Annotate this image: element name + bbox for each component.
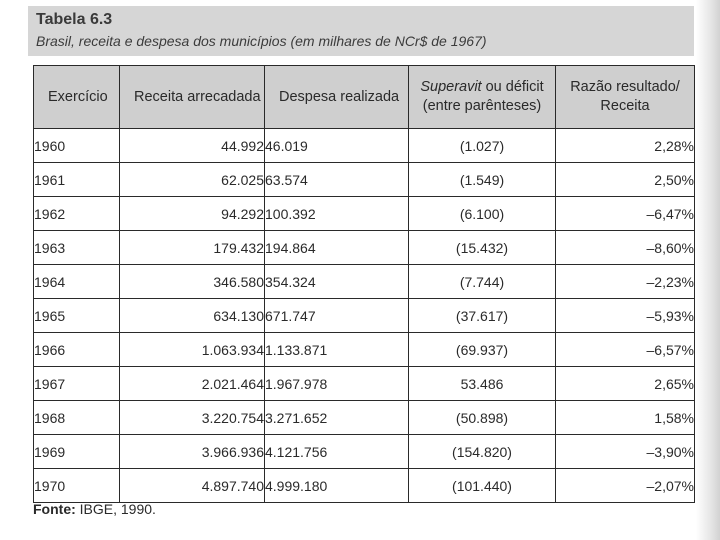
table-row	[34, 163, 695, 197]
cell-revenue: 4.897.740	[120, 469, 265, 503]
cell-surplus: (37.617)	[409, 299, 556, 333]
cell-revenue: 94.292	[120, 197, 265, 231]
table-row	[34, 299, 695, 333]
table-row	[34, 367, 695, 401]
cell-year: 1967	[34, 367, 120, 401]
header-surplus-rest: ou déficit	[481, 79, 544, 95]
cell-year: 1970	[34, 469, 120, 503]
table-row	[34, 469, 695, 503]
cell-year: 1965	[34, 299, 120, 333]
cell-ratio: 1,58%	[556, 401, 695, 435]
cell-revenue: 179.432	[120, 231, 265, 265]
table-row	[34, 231, 695, 265]
table-subtitle: Brasil, receita e despesa dos municípios (em milhares de NCr$ de 1967)	[36, 33, 487, 49]
cell-surplus: (1.549)	[409, 163, 556, 197]
cell-revenue: 44.992	[120, 129, 265, 163]
scan-page-edge	[696, 0, 720, 540]
header-revenue: Receita arrecadada	[120, 66, 265, 129]
table-row	[34, 265, 695, 299]
cell-expense: 194.864	[265, 231, 409, 265]
cell-surplus: (1.027)	[409, 129, 556, 163]
table-row	[34, 401, 695, 435]
cell-surplus: (69.937)	[409, 333, 556, 367]
cell-ratio: 2,65%	[556, 367, 695, 401]
table-row	[34, 435, 695, 469]
header-ratio-line1: Razão resultado/	[570, 79, 680, 95]
cell-revenue: 346.580	[120, 265, 265, 299]
cell-revenue: 62.025	[120, 163, 265, 197]
cell-expense: 671.747	[265, 299, 409, 333]
cell-revenue: 3.966.936	[120, 435, 265, 469]
cell-ratio: –8,60%	[556, 231, 695, 265]
cell-surplus: (154.820)	[409, 435, 556, 469]
cell-year: 1962	[34, 197, 120, 231]
data-table	[33, 65, 695, 503]
header-surplus	[409, 66, 556, 129]
cell-revenue: 1.063.934	[120, 333, 265, 367]
cell-year: 1968	[34, 401, 120, 435]
cell-revenue: 634.130	[120, 299, 265, 333]
source-label: Fonte:	[33, 501, 76, 517]
cell-expense: 4.999.180	[265, 469, 409, 503]
cell-ratio: –2,07%	[556, 469, 695, 503]
cell-revenue: 2.021.464	[120, 367, 265, 401]
cell-year: 1969	[34, 435, 120, 469]
header-ratio-line2: Receita	[600, 98, 650, 114]
table-header	[34, 66, 695, 129]
table-body	[34, 129, 695, 503]
cell-expense: 1.967.978	[265, 367, 409, 401]
cell-expense: 4.121.756	[265, 435, 409, 469]
cell-expense: 63.574	[265, 163, 409, 197]
table-caption	[28, 6, 694, 56]
cell-surplus: (15.432)	[409, 231, 556, 265]
cell-expense: 100.392	[265, 197, 409, 231]
cell-surplus: (7.744)	[409, 265, 556, 299]
cell-year: 1960	[34, 129, 120, 163]
cell-ratio: –6,47%	[556, 197, 695, 231]
cell-ratio: 2,28%	[556, 129, 695, 163]
cell-expense: 3.271.652	[265, 401, 409, 435]
cell-year: 1963	[34, 231, 120, 265]
cell-expense: 46.019	[265, 129, 409, 163]
cell-year: 1961	[34, 163, 120, 197]
header-surplus-italic: Superavit	[420, 79, 482, 95]
cell-ratio: –2,23%	[556, 265, 695, 299]
cell-ratio: 2,50%	[556, 163, 695, 197]
source-note	[33, 501, 156, 517]
header-year: Exercício	[34, 66, 120, 129]
cell-surplus: (50.898)	[409, 401, 556, 435]
cell-ratio: –3,90%	[556, 435, 695, 469]
cell-revenue: 3.220.754	[120, 401, 265, 435]
cell-surplus: (6.100)	[409, 197, 556, 231]
cell-surplus: 53.486	[409, 367, 556, 401]
cell-ratio: –6,57%	[556, 333, 695, 367]
header-expense: Despesa realizada	[265, 66, 409, 129]
cell-ratio: –5,93%	[556, 299, 695, 333]
source-text: IBGE, 1990.	[75, 501, 156, 517]
cell-year: 1964	[34, 265, 120, 299]
table-row	[34, 129, 695, 163]
table-row	[34, 197, 695, 231]
cell-surplus: (101.440)	[409, 469, 556, 503]
table-row	[34, 333, 695, 367]
header-surplus-line2: (entre parênteses)	[422, 98, 542, 114]
cell-year: 1966	[34, 333, 120, 367]
header-ratio	[556, 66, 695, 129]
header-row	[34, 66, 695, 129]
table-title: Tabela 6.3	[36, 11, 113, 28]
cell-expense: 1.133.871	[265, 333, 409, 367]
cell-expense: 354.324	[265, 265, 409, 299]
